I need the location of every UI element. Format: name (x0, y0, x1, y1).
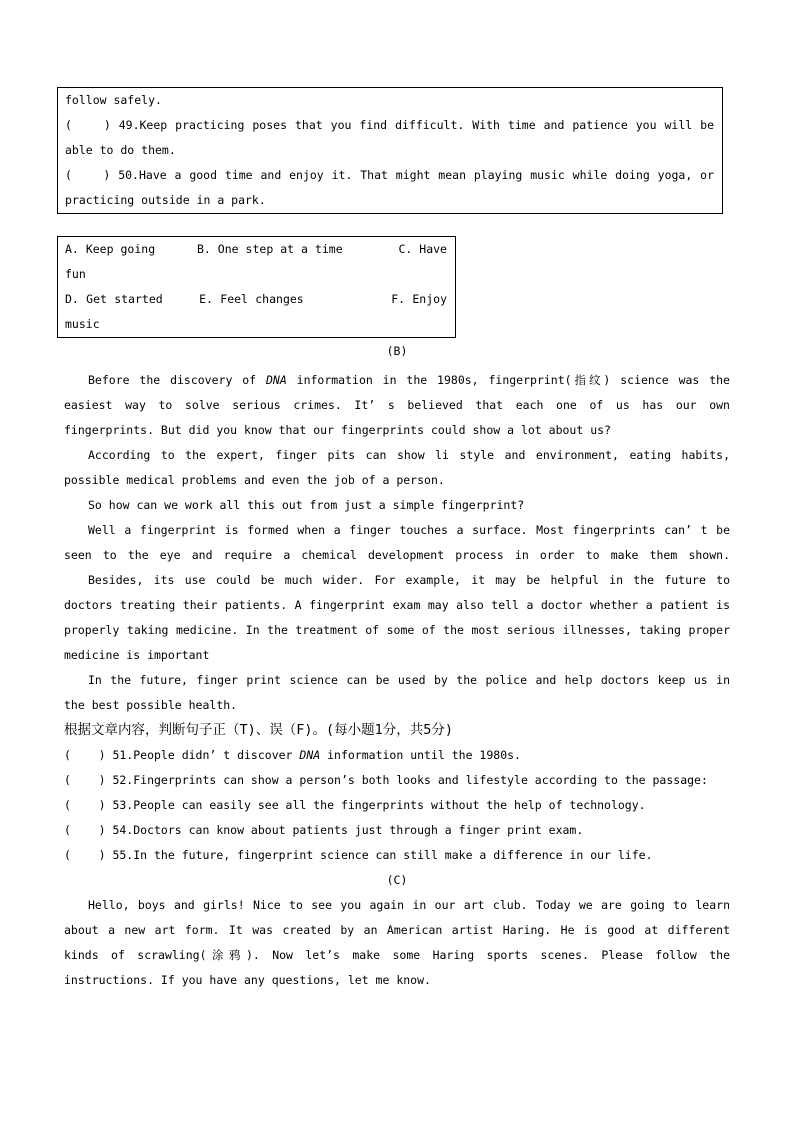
passage-line: Besides, its use could be much wider. For example, it may be helpful in the future to (88, 573, 730, 587)
passage-text: Before the discovery of (88, 373, 266, 387)
passage-line (64, 368, 730, 393)
passage-b (64, 368, 730, 718)
exercise-49-50-box (57, 87, 723, 214)
questions-51-55 (64, 743, 730, 868)
passage-line: possible medical problems and even the job of a person. (64, 473, 445, 487)
italic-term-dna: DNA (265, 373, 287, 387)
passage-line: the best possible health. (64, 698, 238, 712)
answer-options-box (57, 236, 456, 338)
question-49-line: ( ) 49.Keep practicing poses that you find difficult. With time and patience you will be (65, 118, 714, 132)
section-c-label: (C) (386, 873, 408, 887)
passage-line: Well a fingerprint is formed when a finger touches a surface. Most fingerprints can’ t be (88, 523, 730, 537)
question-50-line: ( ) 50.Have a good time and enjoy it. That might mean playing music while doing yoga, or (65, 168, 714, 182)
passage-line: properly taking medicine. In the treatment of some of the most serious illnesses, taking proper (64, 623, 730, 637)
passage-line: Hello, boys and girls! Nice to see you again in our art club. Today we are going to learn (88, 898, 730, 912)
question-53: ( ) 53.People can easily see all the fingerprints without the help of technology. (64, 798, 646, 812)
page-content (64, 87, 730, 993)
passage-c (64, 893, 730, 993)
question-text: ( ) 51.People didn’ t discover (64, 748, 300, 762)
question-52: ( ) 52.Fingerprints can show a person’s both looks and lifestyle according to the passage: (64, 773, 708, 787)
question-text: information until the 1980s. (320, 748, 521, 762)
passage-line: medicine is important (64, 648, 210, 662)
question-51 (64, 743, 730, 768)
italic-term-dna: DNA (299, 748, 321, 762)
question-55: ( ) 55.In the future, fingerprint science can still make a difference in our life. (64, 848, 653, 862)
options-row-def: D. Get started E. Feel changes F. Enjoy (65, 292, 447, 306)
passage-line: In the future, finger print science can be used by the police and help doctors keep us in (88, 673, 730, 687)
question-54: ( ) 54.Doctors can know about patients just through a finger print exam. (64, 823, 584, 837)
options-row-def-continuation: music (65, 317, 100, 331)
passage-line: instructions. If you have any questions, let me know. (64, 973, 431, 987)
passage-line: So how can we work all this out from just a simple fingerprint? (88, 498, 525, 512)
passage-line: follow safely. (65, 93, 162, 107)
passage-line: doctors treating their patients. A fingerprint exam may also tell a doctor whether a patient is (64, 598, 730, 612)
passage-text: information in the 1980s, fingerprint(指纹) science was the (286, 373, 730, 387)
question-50-continuation: practicing outside in a park. (65, 193, 266, 207)
passage-line: easiest way to solve serious crimes. It’ s believed that each one of us has our own (64, 398, 730, 412)
section-b-label: (B) (386, 344, 408, 358)
passage-line: about a new art form. It was created by an American artist Haring. He is good at different (64, 923, 730, 937)
passage-line: According to the expert, finger pits can show li style and environment, eating habits, (88, 448, 730, 462)
passage-line: kinds of scrawling(涂鸦). Now let’s make some Haring sports scenes. Please follow the (64, 948, 730, 962)
true-false-instruction: 根据文章内容，判断句子正（T)、误（F)。(每小题1分，共5分) (64, 722, 454, 738)
options-row-abc-continuation: fun (65, 267, 86, 281)
options-row-abc: A. Keep going B. One step at a time C. Have (65, 242, 447, 256)
passage-line: fingerprints. But did you know that our fingerprints could show a lot about us? (64, 423, 611, 437)
question-49-continuation: able to do them. (65, 143, 176, 157)
passage-line: seen to the eye and require a chemical development process in order to make them shown. (64, 548, 730, 562)
